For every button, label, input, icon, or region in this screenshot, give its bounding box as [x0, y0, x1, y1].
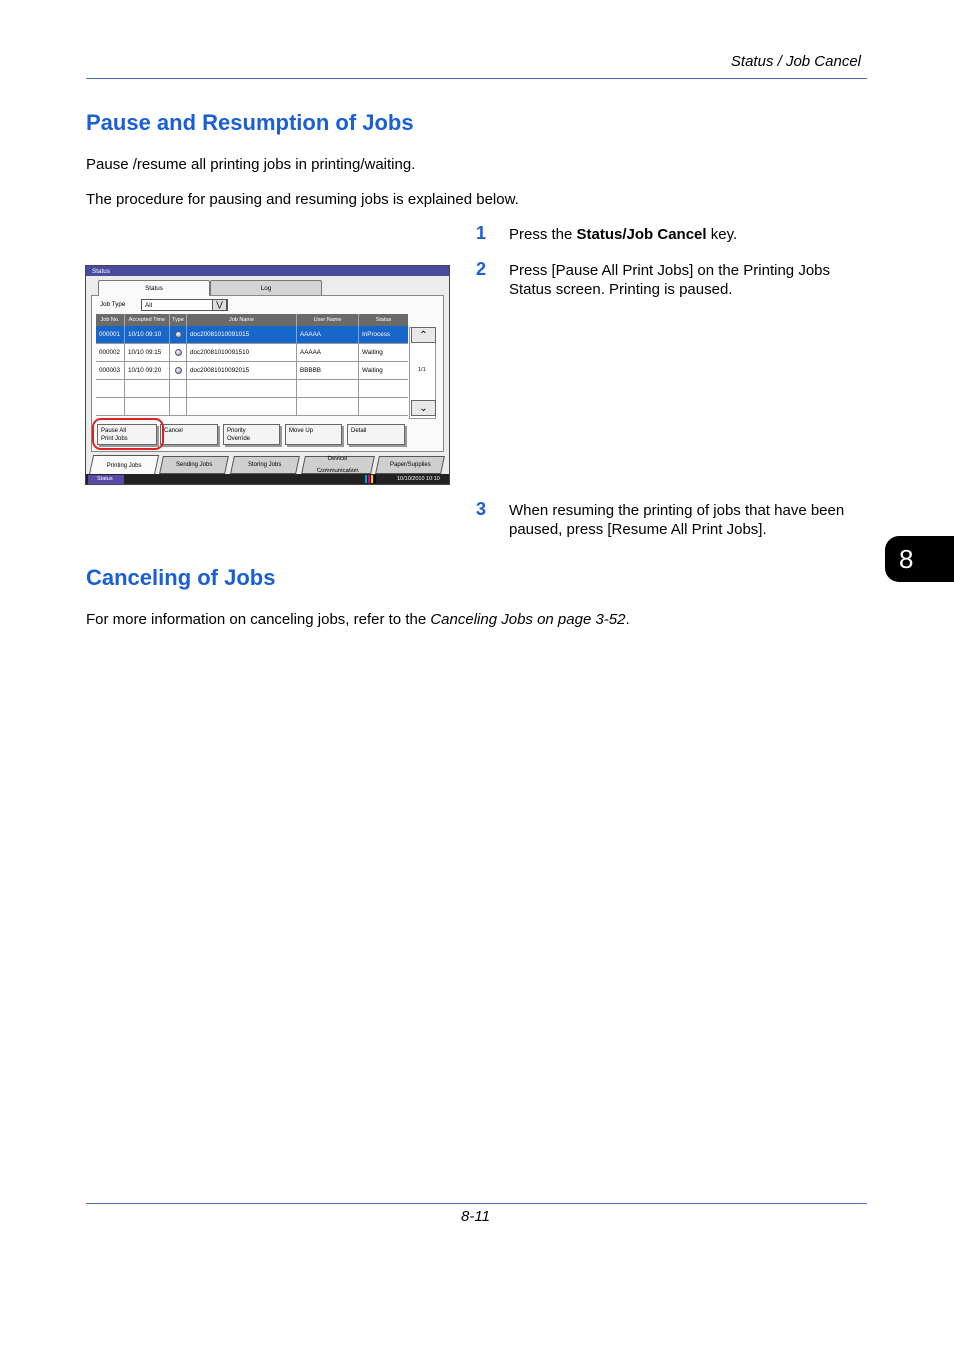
cell-status: InProcess [358, 326, 408, 343]
cell-user: AAAAA [296, 326, 358, 343]
cell-time: 10/10 09:20 [124, 362, 169, 379]
status-pill[interactable]: Status [88, 475, 124, 484]
step-number-3: 3 [476, 499, 487, 519]
detail-button[interactable]: Detail [347, 424, 405, 445]
header-section-title: Status / Job Cancel [730, 53, 861, 70]
bottom-tab-printing-jobs[interactable]: Printing Jobs [89, 455, 159, 475]
cell-time: 10/10 09:10 [124, 326, 169, 343]
cell-job-name: doc20081010091510 [186, 344, 296, 361]
intro-paragraph-2: The procedure for pausing and resuming jobs is explained below. [86, 191, 519, 208]
cell-status: Waiting [358, 362, 408, 379]
tab-status[interactable]: Status [98, 280, 210, 296]
section-title-canceling: Canceling of Jobs [86, 565, 276, 590]
step-number-1: 1 [476, 223, 487, 243]
pause-all-print-jobs-button[interactable]: Pause All Print Jobs [97, 424, 157, 445]
table-row-empty [96, 380, 408, 398]
scroll-down-button[interactable] [411, 400, 436, 416]
col-accepted-time: Accepted Time [124, 314, 169, 326]
footer-page-number: 8-11 [461, 1208, 490, 1225]
chevron-up-icon: ⌃ [419, 329, 428, 341]
print-job-icon [175, 349, 182, 356]
highlight-ring [92, 418, 164, 450]
priority-override-button[interactable]: Priority Override [223, 424, 280, 445]
tab-log[interactable]: Log [210, 280, 322, 295]
bottom-tab-device-communication[interactable]: Device/ Communication [301, 456, 375, 474]
bottom-tab-sending-jobs[interactable]: Sending Jobs [159, 456, 229, 474]
canceling-paragraph: For more information on canceling jobs, refer to the Canceling Jobs on page 3-52. [86, 611, 630, 628]
table-header [96, 314, 408, 326]
bottom-tab-storing-jobs[interactable]: Storing Jobs [230, 456, 300, 474]
table-row[interactable] [96, 326, 408, 344]
bottom-tab-paper-supplies[interactable]: Paper/Supplies [375, 456, 445, 474]
col-job-name: Job Name [186, 314, 296, 326]
chevron-down-icon[interactable]: ⋁ [212, 299, 227, 311]
status-bar [86, 474, 449, 484]
chapter-tab: 8 [885, 536, 954, 582]
section-title-pause: Pause and Resumption of Jobs [86, 110, 414, 135]
step-text-1: Press the Status/Job Cancel key. [509, 226, 738, 243]
col-status: Status [358, 314, 408, 326]
chevron-down-icon: ⌄ [419, 402, 428, 414]
table-row[interactable] [96, 362, 408, 380]
table-row-empty [96, 398, 408, 416]
print-job-icon [175, 367, 182, 374]
cell-user: BBBBB [296, 362, 358, 379]
page-indicator: 1/1 [418, 367, 426, 373]
intro-paragraph-1: Pause /resume all printing jobs in printing/waiting. [86, 156, 416, 173]
scroll-up-button[interactable] [411, 327, 436, 343]
cell-user: AAAAA [296, 344, 358, 361]
cell-job-no: 000003 [99, 367, 121, 374]
cell-job-no: 000001 [99, 331, 121, 338]
job-type-label: Job Type [100, 301, 126, 308]
cell-job-name: doc20081010091015 [186, 326, 296, 343]
header-rule [86, 78, 867, 79]
col-user-name: User Name [296, 314, 358, 326]
cell-status: Waiting [358, 344, 408, 361]
cancel-button[interactable]: Cancel [160, 424, 218, 445]
toner-yellow [371, 475, 373, 483]
device-screen [85, 265, 450, 485]
step-number-2: 2 [476, 259, 487, 279]
screen-title-bar: Status [86, 266, 449, 276]
toner-cyan [365, 475, 367, 483]
col-job-no: Job No. [100, 317, 120, 323]
move-up-button[interactable]: Move Up [285, 424, 342, 445]
table-row[interactable] [96, 344, 408, 362]
step-text-3: When resuming the printing of jobs that have been paused, press [Resume All Print Jobs]. [509, 502, 845, 538]
toner-magenta [368, 475, 370, 483]
col-type: Type [169, 314, 186, 326]
toner-level-icon [365, 475, 378, 483]
step-text-2: Press [Pause All Print Jobs] on the Printing Jobs Status screen. Printing is paused. [509, 262, 830, 298]
cell-job-no: 000002 [99, 349, 121, 356]
cell-job-name: doc20081010092015 [186, 362, 296, 379]
job-type-select[interactable]: All [141, 299, 228, 311]
clock-readout: 10/10/2010 10:10 [397, 476, 440, 482]
cell-time: 10/10 09:15 [124, 344, 169, 361]
toner-black [374, 475, 376, 483]
print-job-icon [175, 331, 182, 338]
footer-rule [86, 1203, 867, 1204]
